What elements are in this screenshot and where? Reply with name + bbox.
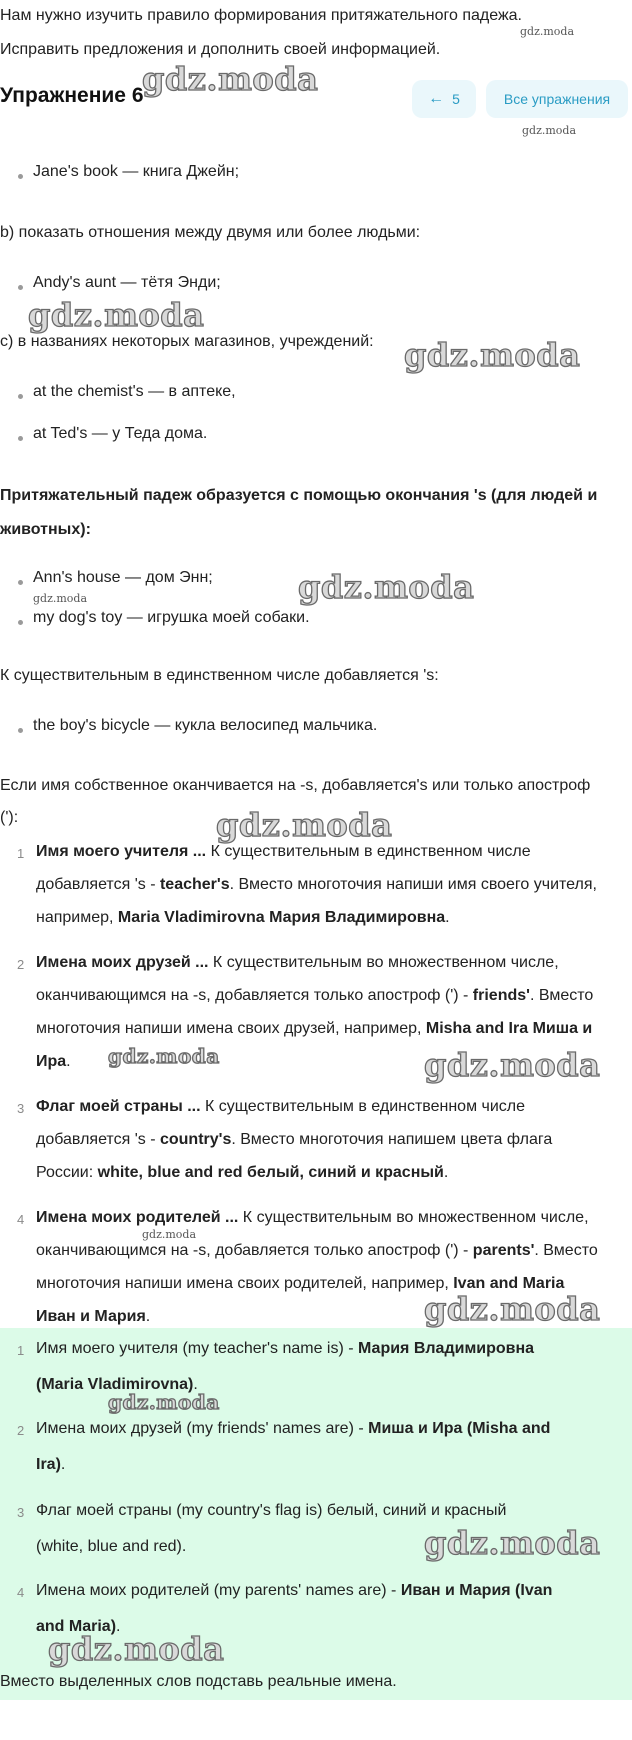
step-1-line-2: добавляется 's - teacher's. Вместо многоточия напиши имя своего учителя, [36, 876, 597, 893]
step-number: 2 [17, 957, 25, 972]
watermark: gdz.moda [424, 1290, 601, 1328]
bullet-dot [18, 436, 23, 441]
intro-line-2: Исправить предложения и дополнить своей информацией. [0, 41, 441, 58]
watermark: gdz.moda [522, 124, 577, 137]
answer-2-line-2: Ira). [36, 1456, 66, 1473]
answer-2-line-1: Имена моих друзей (my friends' names are) - Миша и Ира (Misha and [36, 1420, 551, 1437]
step-2-line-2: оканчивающимся на -s, добавляется только апостроф (') - friends'. Вместо [36, 987, 594, 1004]
prev-exercise-label: 5 [452, 91, 460, 107]
step-3-line-3: России: white, blue and red белый, синий и красный. [36, 1164, 449, 1181]
step-2-line-3: многоточия напиши имена своих друзей, например, Misha and Ira Миша и [36, 1020, 593, 1037]
footer-note: Вместо выделенных слов подставь реальные имена. [0, 1673, 397, 1690]
list-item: Ann's house — дом Энн; [33, 569, 213, 586]
watermark: gdz.moda [33, 592, 88, 605]
rule-heading-b: b) показать отношения между двумя или более людьми: [0, 224, 421, 241]
prev-exercise-button[interactable] [412, 80, 476, 118]
step-2-line-4: Ира. [36, 1053, 71, 1070]
watermark: gdz.moda [520, 25, 575, 38]
answer-number: 1 [17, 1343, 25, 1358]
step-number: 3 [17, 1101, 25, 1116]
formation-line-1: Притяжательный падеж образуется с помощью окончания 's (для людей и [0, 487, 598, 504]
intro-line-1: Нам нужно изучить правило формирования притяжательного падежа. [0, 7, 522, 24]
step-4-line-2: оканчивающимся на -s, добавляется только апостроф (') - parents'. Вместо [36, 1242, 598, 1259]
watermark: gdz.moda [424, 1524, 601, 1562]
list-item: Andy's aunt — тётя Энди; [33, 274, 221, 291]
answer-1-line-2: (Maria Vladimirovna). [36, 1376, 198, 1393]
bullet-dot [18, 580, 23, 585]
all-exercises-button[interactable]: Все упражнения [486, 80, 628, 118]
step-1-line-1: Имя моего учителя ... К существительным в единственном числе [36, 843, 531, 860]
step-number: 4 [17, 1212, 25, 1227]
list-item: Jane's book — книга Джейн; [33, 163, 240, 180]
step-1-line-3: например, Maria Vladimirovna Мария Владимировна. [36, 909, 450, 926]
answer-number: 2 [17, 1423, 25, 1438]
answer-1-line-1: Имя моего учителя (my teacher's name is) - Мария Владимировна [36, 1340, 535, 1357]
step-number: 1 [17, 846, 25, 861]
formation-line-2: животных): [0, 521, 91, 538]
answer-number: 4 [17, 1585, 25, 1600]
bullet-dot [18, 728, 23, 733]
rule-heading-c: c) в названиях некоторых магазинов, учреждений: [0, 333, 374, 350]
watermark: gdz.moda [108, 1390, 220, 1414]
list-item: my dog's toy — игрушка моей собаки. [33, 609, 310, 626]
step-4-line-3: многоточия напиши имена своих родителей, например, Ivan and Maria [36, 1275, 565, 1292]
answer-4-line-2: and Maria). [36, 1618, 121, 1635]
bullet-dot [18, 174, 23, 179]
list-item: at the chemist's — в аптеке, [33, 383, 236, 400]
proper-line-1: Если имя собственное оканчивается на -s, добавляется's или только апостроф [0, 777, 591, 794]
step-4-line-4: Иван и Мария. [36, 1308, 151, 1325]
list-item: at Ted's — у Теда дома. [33, 425, 208, 442]
proper-line-2: ('): [0, 809, 19, 826]
step-2-line-1: Имена моих друзей ... К существительным во множественном числе, [36, 954, 559, 971]
watermark: gdz.moda [28, 296, 205, 334]
arrow-left-icon: ← [428, 90, 445, 107]
watermark: gdz.moda [298, 568, 475, 606]
watermark: gdz.moda [142, 1228, 197, 1241]
watermark: gdz.moda [424, 1046, 601, 1084]
step-3-line-2: добавляется 's - country's. Вместо многоточия напишем цвета флага [36, 1131, 553, 1148]
watermark: gdz.moda [404, 336, 581, 374]
list-item: the boy's bicycle — кукла велосипед мальчика. [33, 717, 378, 734]
watermark: gdz.moda [48, 1630, 225, 1668]
step-3-line-1: Флаг моей страны ... К существительным в единственном числе [36, 1098, 526, 1115]
bullet-dot [18, 285, 23, 290]
watermark: gdz.moda [142, 60, 319, 98]
step-4-line-1: Имена моих родителей ... К существительным во множественном числе, [36, 1209, 589, 1226]
watermark: gdz.moda [108, 1044, 220, 1068]
answer-3-line-2: (white, blue and red). [36, 1538, 187, 1555]
watermark: gdz.moda [216, 806, 393, 844]
answer-number: 3 [17, 1505, 25, 1520]
bullet-dot [18, 394, 23, 399]
answer-3-line-1: Флаг моей страны (my country's flag is) белый, синий и красный [36, 1502, 507, 1519]
singular-heading: К существительным в единственном числе добавляется 's: [0, 667, 439, 684]
page-title: Упражнение 6 [0, 84, 144, 107]
bullet-dot [18, 620, 23, 625]
answer-4-line-1: Имена моих родителей (my parents' names are) - Иван и Мария (Ivan [36, 1582, 553, 1599]
